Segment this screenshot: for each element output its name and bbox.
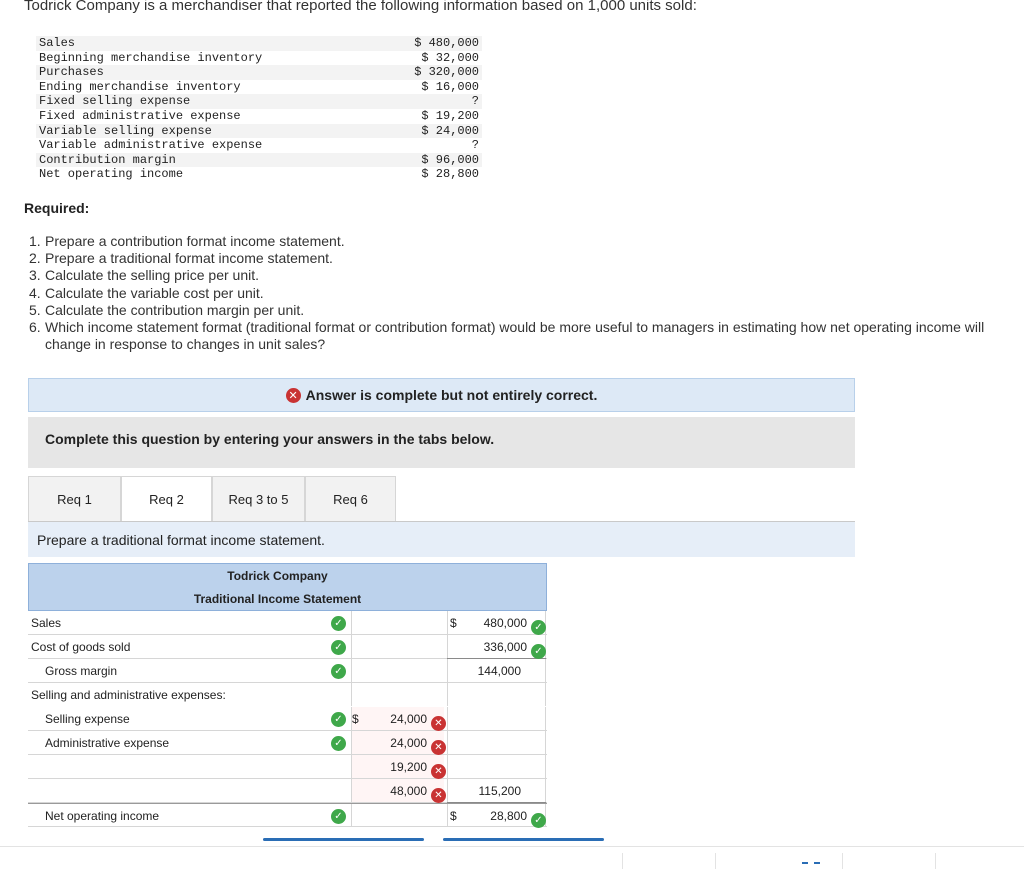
data-row-value: $ 480,000 <box>414 36 479 50</box>
requirement-number: 4. <box>29 284 41 301</box>
tab-instruction-text: Prepare a traditional format income statement. <box>37 532 325 548</box>
amount-1-value: 24,000 <box>390 712 427 726</box>
requirement-number: 1. <box>29 233 41 249</box>
amount-1-value: 24,000 <box>390 736 427 750</box>
problem-intro: Todrick Company is a merchandiser that reported the following information based on 1,000 units sold: <box>24 0 697 14</box>
data-row-value: $ 320,000 <box>414 65 479 80</box>
data-row-value: $ 32,000 <box>421 50 479 65</box>
amount-input-2[interactable] <box>447 707 546 730</box>
amount-input-2[interactable] <box>447 755 546 778</box>
data-row <box>36 124 482 139</box>
x-circle-icon: ✕ <box>286 388 301 403</box>
data-row <box>36 167 482 182</box>
statement-title: Traditional Income Statement <box>193 592 362 606</box>
check-icon: ✓ <box>331 616 346 631</box>
requirement-item <box>29 285 989 302</box>
check-icon: ✓ <box>331 712 346 727</box>
data-row <box>36 65 482 80</box>
data-row <box>36 36 482 51</box>
footer-separator <box>935 853 936 869</box>
data-row <box>36 153 482 168</box>
check-icon: ✓ <box>331 640 346 655</box>
amount-input-1[interactable] <box>351 611 444 634</box>
amount-1 <box>354 712 446 731</box>
footer-divider <box>0 846 1024 847</box>
data-row-value: ? <box>471 138 479 153</box>
data-row-label: Variable selling expense <box>39 123 212 138</box>
tab-req-6[interactable]: Req 6 <box>305 476 396 522</box>
footer-separator <box>715 853 716 869</box>
next-button[interactable] <box>443 838 604 841</box>
amount-2 <box>453 616 546 635</box>
x-icon: ✕ <box>431 764 446 779</box>
instructions-text: Complete this question by entering your answers in the tabs below. <box>45 431 495 447</box>
row-label-select[interactable]: Gross margin <box>45 664 118 678</box>
amount-2-value: 28,800 <box>490 809 527 823</box>
requirement-text: Calculate the contribution margin per unit. <box>45 301 305 318</box>
statement-row <box>28 659 547 683</box>
data-row-label: Ending merchandise inventory <box>39 79 241 94</box>
amount-input-1[interactable] <box>351 635 444 658</box>
currency-symbol: $ <box>450 616 457 630</box>
requirements-list <box>29 233 989 353</box>
statement-row <box>28 803 547 827</box>
tab-instruction-bar <box>28 522 855 557</box>
statement-company: Todrick Company <box>227 569 328 583</box>
requirement-item <box>29 250 989 267</box>
amount-input-2[interactable] <box>447 683 546 706</box>
requirement-tabs <box>28 476 396 522</box>
data-row-value: ? <box>471 94 479 109</box>
label-status <box>331 663 346 679</box>
footer-separator <box>842 853 843 869</box>
requirement-number: 5. <box>29 301 41 318</box>
data-row-value: $ 28,800 <box>421 167 479 182</box>
amount-input-1[interactable] <box>351 804 444 827</box>
check-icon: ✓ <box>531 644 546 659</box>
answer-status-text: Answer is complete but not entirely correct. <box>305 387 598 403</box>
tab-req-3-to-5[interactable]: Req 3 to 5 <box>212 476 305 522</box>
amount-input-2[interactable] <box>447 731 546 754</box>
requirement-item <box>29 233 989 250</box>
data-row-label: Contribution margin <box>39 152 176 167</box>
data-row-value: $ 96,000 <box>421 152 479 167</box>
statement-row <box>28 779 547 803</box>
answer-status-banner <box>28 378 855 412</box>
currency-symbol: $ <box>352 712 359 726</box>
label-status <box>331 808 346 824</box>
data-row-label: Fixed administrative expense <box>39 108 241 123</box>
amount-2-value: 144,000 <box>477 664 521 678</box>
row-label-select[interactable]: Selling expense <box>45 712 130 726</box>
amount-input-1[interactable] <box>351 683 444 706</box>
row-label-select[interactable]: Net operating income <box>45 809 160 823</box>
row-label-select[interactable]: Administrative expense <box>45 736 170 750</box>
label-status <box>331 639 346 655</box>
label-status <box>331 711 346 727</box>
tab-req-2[interactable]: Req 2 <box>121 476 212 522</box>
amount-2 <box>453 640 546 659</box>
amount-1 <box>354 784 446 803</box>
data-row-label: Fixed selling expense <box>39 94 191 109</box>
instructions-box <box>28 417 855 468</box>
data-row-label: Sales <box>39 36 76 50</box>
amount-1 <box>354 760 446 779</box>
requirement-item <box>29 302 989 319</box>
x-icon: ✕ <box>431 788 446 803</box>
amount-1-value: 48,000 <box>390 784 427 798</box>
amount-2 <box>453 664 546 678</box>
check-icon: ✓ <box>331 809 346 824</box>
data-row-value: $ 19,200 <box>421 108 479 123</box>
amount-2 <box>453 784 546 798</box>
data-row-label: Net operating income <box>39 167 184 182</box>
statement-row <box>28 731 547 755</box>
data-row <box>36 138 482 153</box>
amount-2 <box>453 809 546 828</box>
row-label-select[interactable]: Cost of goods sold <box>31 640 131 654</box>
row-label-select[interactable]: Selling and administrative expenses: <box>31 688 226 702</box>
data-row-label: Beginning merchandise inventory <box>39 50 263 65</box>
amount-2-value: 115,200 <box>478 784 521 798</box>
prev-button[interactable] <box>263 838 424 841</box>
data-row-value: $ 24,000 <box>421 123 479 138</box>
amount-input-1[interactable] <box>351 659 444 682</box>
data-row-label: Purchases <box>39 65 104 80</box>
requirement-text: Prepare a contribution format income statement. <box>45 233 345 249</box>
label-status <box>331 615 346 631</box>
statement-row <box>28 683 547 707</box>
statement-header <box>28 563 547 611</box>
requirement-item <box>29 319 989 353</box>
requirement-item <box>29 267 989 284</box>
requirement-text: Calculate the variable cost per unit. <box>45 284 264 301</box>
given-data-table <box>36 36 482 182</box>
statement-row <box>28 635 547 659</box>
x-icon: ✕ <box>431 716 446 731</box>
data-row-label: Variable administrative expense <box>39 138 263 153</box>
income-statement <box>28 563 547 827</box>
currency-symbol: $ <box>450 809 457 823</box>
requirement-number: 6. <box>29 319 41 336</box>
requirement-text: Calculate the selling price per unit. <box>45 267 260 284</box>
requirement-number: 3. <box>29 267 41 284</box>
statement-row <box>28 755 547 779</box>
page-indicator[interactable] <box>802 862 820 864</box>
amount-2-value: 336,000 <box>483 640 527 654</box>
statement-rows <box>28 611 547 827</box>
check-icon: ✓ <box>331 664 346 679</box>
requirement-number: 2. <box>29 250 41 267</box>
check-icon: ✓ <box>331 736 346 751</box>
statement-row <box>28 611 547 635</box>
statement-row <box>28 707 547 731</box>
amount-1-value: 19,200 <box>390 760 427 774</box>
row-label-select[interactable]: Sales <box>31 616 62 630</box>
x-icon: ✕ <box>431 740 446 755</box>
data-row <box>36 109 482 124</box>
amount-2-value: 480,000 <box>483 616 527 630</box>
check-icon: ✓ <box>531 620 546 635</box>
data-row <box>36 80 482 95</box>
requirement-text: Prepare a traditional format income statement. <box>45 250 333 267</box>
footer-separator <box>622 853 623 869</box>
requirement-text: Which income statement format (traditional format or contribution format) would be more useful to managers in estimating how net operating income will change in response to changes in unit sales? <box>45 319 985 353</box>
data-row <box>36 94 482 109</box>
label-status <box>331 735 346 751</box>
amount-1 <box>354 736 446 755</box>
required-heading: Required: <box>24 200 90 216</box>
data-row <box>36 51 482 66</box>
data-row-value: $ 16,000 <box>421 79 479 94</box>
check-icon: ✓ <box>531 813 546 828</box>
tab-req-1[interactable]: Req 1 <box>28 476 121 522</box>
